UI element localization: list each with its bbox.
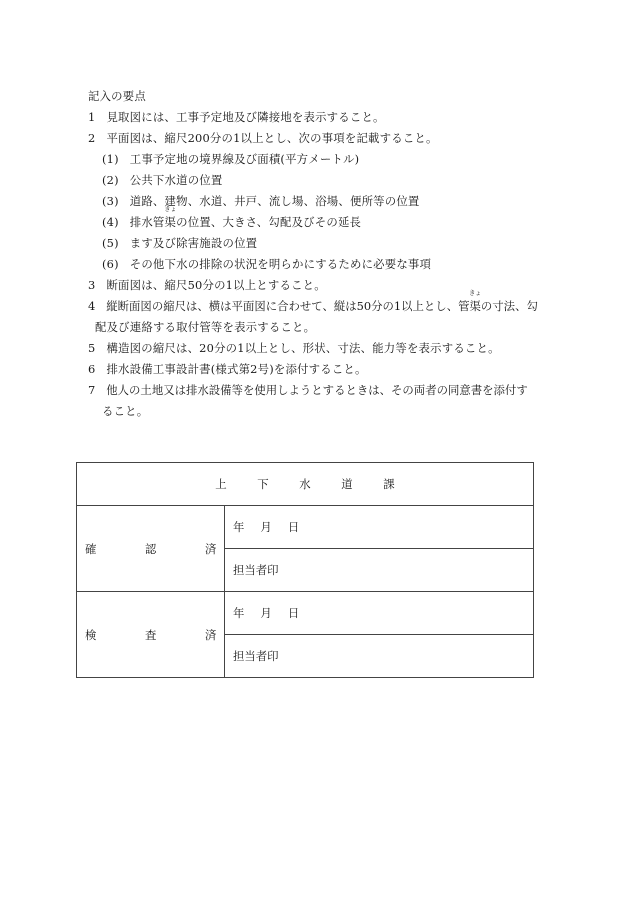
item-2	[88, 130, 438, 146]
department-header	[77, 463, 534, 506]
subitem-3	[102, 193, 420, 209]
label-char: 済	[205, 627, 217, 642]
item-text: 平面図は、縮尺200分の1以上とし、次の事項を記載すること。	[106, 131, 438, 145]
label-char: 確	[85, 541, 97, 556]
date-year: 年	[233, 520, 245, 534]
subitem-4	[102, 206, 362, 230]
item-3	[88, 277, 326, 293]
inspected-seal-cell[interactable]: 担当者印	[225, 635, 534, 678]
ruby-kanji	[164, 206, 177, 230]
subitem-5	[102, 235, 257, 251]
item-number: 1	[88, 110, 96, 124]
subitem-text: 工事予定地の境界線及び面積(平方メートル)	[129, 152, 360, 166]
ruby-reading: きょ	[164, 206, 177, 213]
header-char: 課	[383, 477, 395, 491]
header-char: 下	[257, 477, 269, 491]
subitem-text: 公共下水道の位置	[129, 173, 223, 187]
subitem-text: 道路、建物、水道、井戸、流し場、浴場、便所等の位置	[129, 194, 420, 208]
subitem-2	[102, 172, 222, 188]
subitem-number: (4)	[102, 215, 119, 229]
item-number: 2	[88, 131, 96, 145]
subitem-number: (1)	[102, 152, 119, 166]
item-text: 他人の土地又は排水設備等を使用しようとするときは、その両者の同意書を添付す	[106, 383, 528, 397]
item-4-continuation: 配及び連絡する取付管等を表示すること。	[95, 320, 316, 334]
subitem-text: その他下水の排除の状況を明らかにするために必要な事項	[129, 257, 432, 271]
header-char: 上	[215, 477, 227, 491]
subitem-number: (6)	[102, 257, 119, 271]
inspected-date-cell[interactable]	[225, 592, 534, 635]
item-number: 6	[88, 362, 96, 376]
item-text: 見取図には、工事予定地及び隣接地を表示すること。	[106, 110, 385, 124]
date-day: 日	[287, 520, 300, 534]
subitem-number: (2)	[102, 173, 119, 187]
label-char: 済	[205, 541, 217, 556]
date-month: 月	[260, 606, 272, 620]
label-char: 検	[85, 627, 97, 642]
header-char: 道	[341, 477, 353, 491]
date-year: 年	[233, 606, 245, 620]
item-7	[88, 382, 528, 398]
subitem-number: (5)	[102, 236, 119, 250]
subitem-text: ます及び除害施設の位置	[129, 236, 258, 250]
confirmed-label	[77, 506, 225, 592]
item-number: 5	[88, 341, 96, 355]
item-6	[88, 361, 367, 377]
item-4	[88, 290, 538, 314]
approval-table	[76, 462, 534, 678]
item-7-continuation: ること。	[102, 404, 149, 418]
header-char: 水	[299, 477, 311, 491]
ruby-kanji	[469, 290, 482, 314]
subitem-text-post: の位置、大きさ、勾配及びその延長	[176, 215, 362, 229]
heading: 記入の要点	[88, 89, 146, 103]
item-number: 7	[88, 383, 96, 397]
item-number: 4	[88, 299, 96, 313]
item-number: 3	[88, 278, 96, 292]
inspected-label	[77, 592, 225, 678]
subitem-number: (3)	[102, 194, 119, 208]
item-5	[88, 340, 500, 356]
item-text-pre: 縦断面図の縮尺は、横は平面図に合わせて、縦は50分の1以上とし、管	[106, 299, 470, 313]
item-1	[88, 109, 385, 125]
item-text: 断面図は、縮尺50分の1以上とすること。	[106, 278, 326, 292]
item-text: 排水設備工事設計書(様式第2号)を添付すること。	[106, 362, 367, 376]
label-char: 査	[145, 627, 157, 642]
item-text: 構造図の縮尺は、20分の1以上とし、形状、寸法、能力等を表示すること。	[106, 341, 500, 355]
ruby-base: 渠	[469, 299, 481, 313]
confirmed-seal-cell[interactable]: 担当者印	[225, 549, 534, 592]
subitem-6	[102, 256, 431, 272]
subitem-1	[102, 151, 359, 167]
item-text-post: の寸法、勾	[480, 299, 538, 313]
date-month: 月	[260, 520, 272, 534]
confirmed-date-cell[interactable]	[225, 506, 534, 549]
label-char: 認	[145, 541, 157, 556]
ruby-reading: きょ	[469, 290, 482, 297]
date-day: 日	[287, 606, 300, 620]
subitem-text-pre: 排水管	[129, 215, 165, 229]
ruby-base: 渠	[164, 215, 177, 229]
